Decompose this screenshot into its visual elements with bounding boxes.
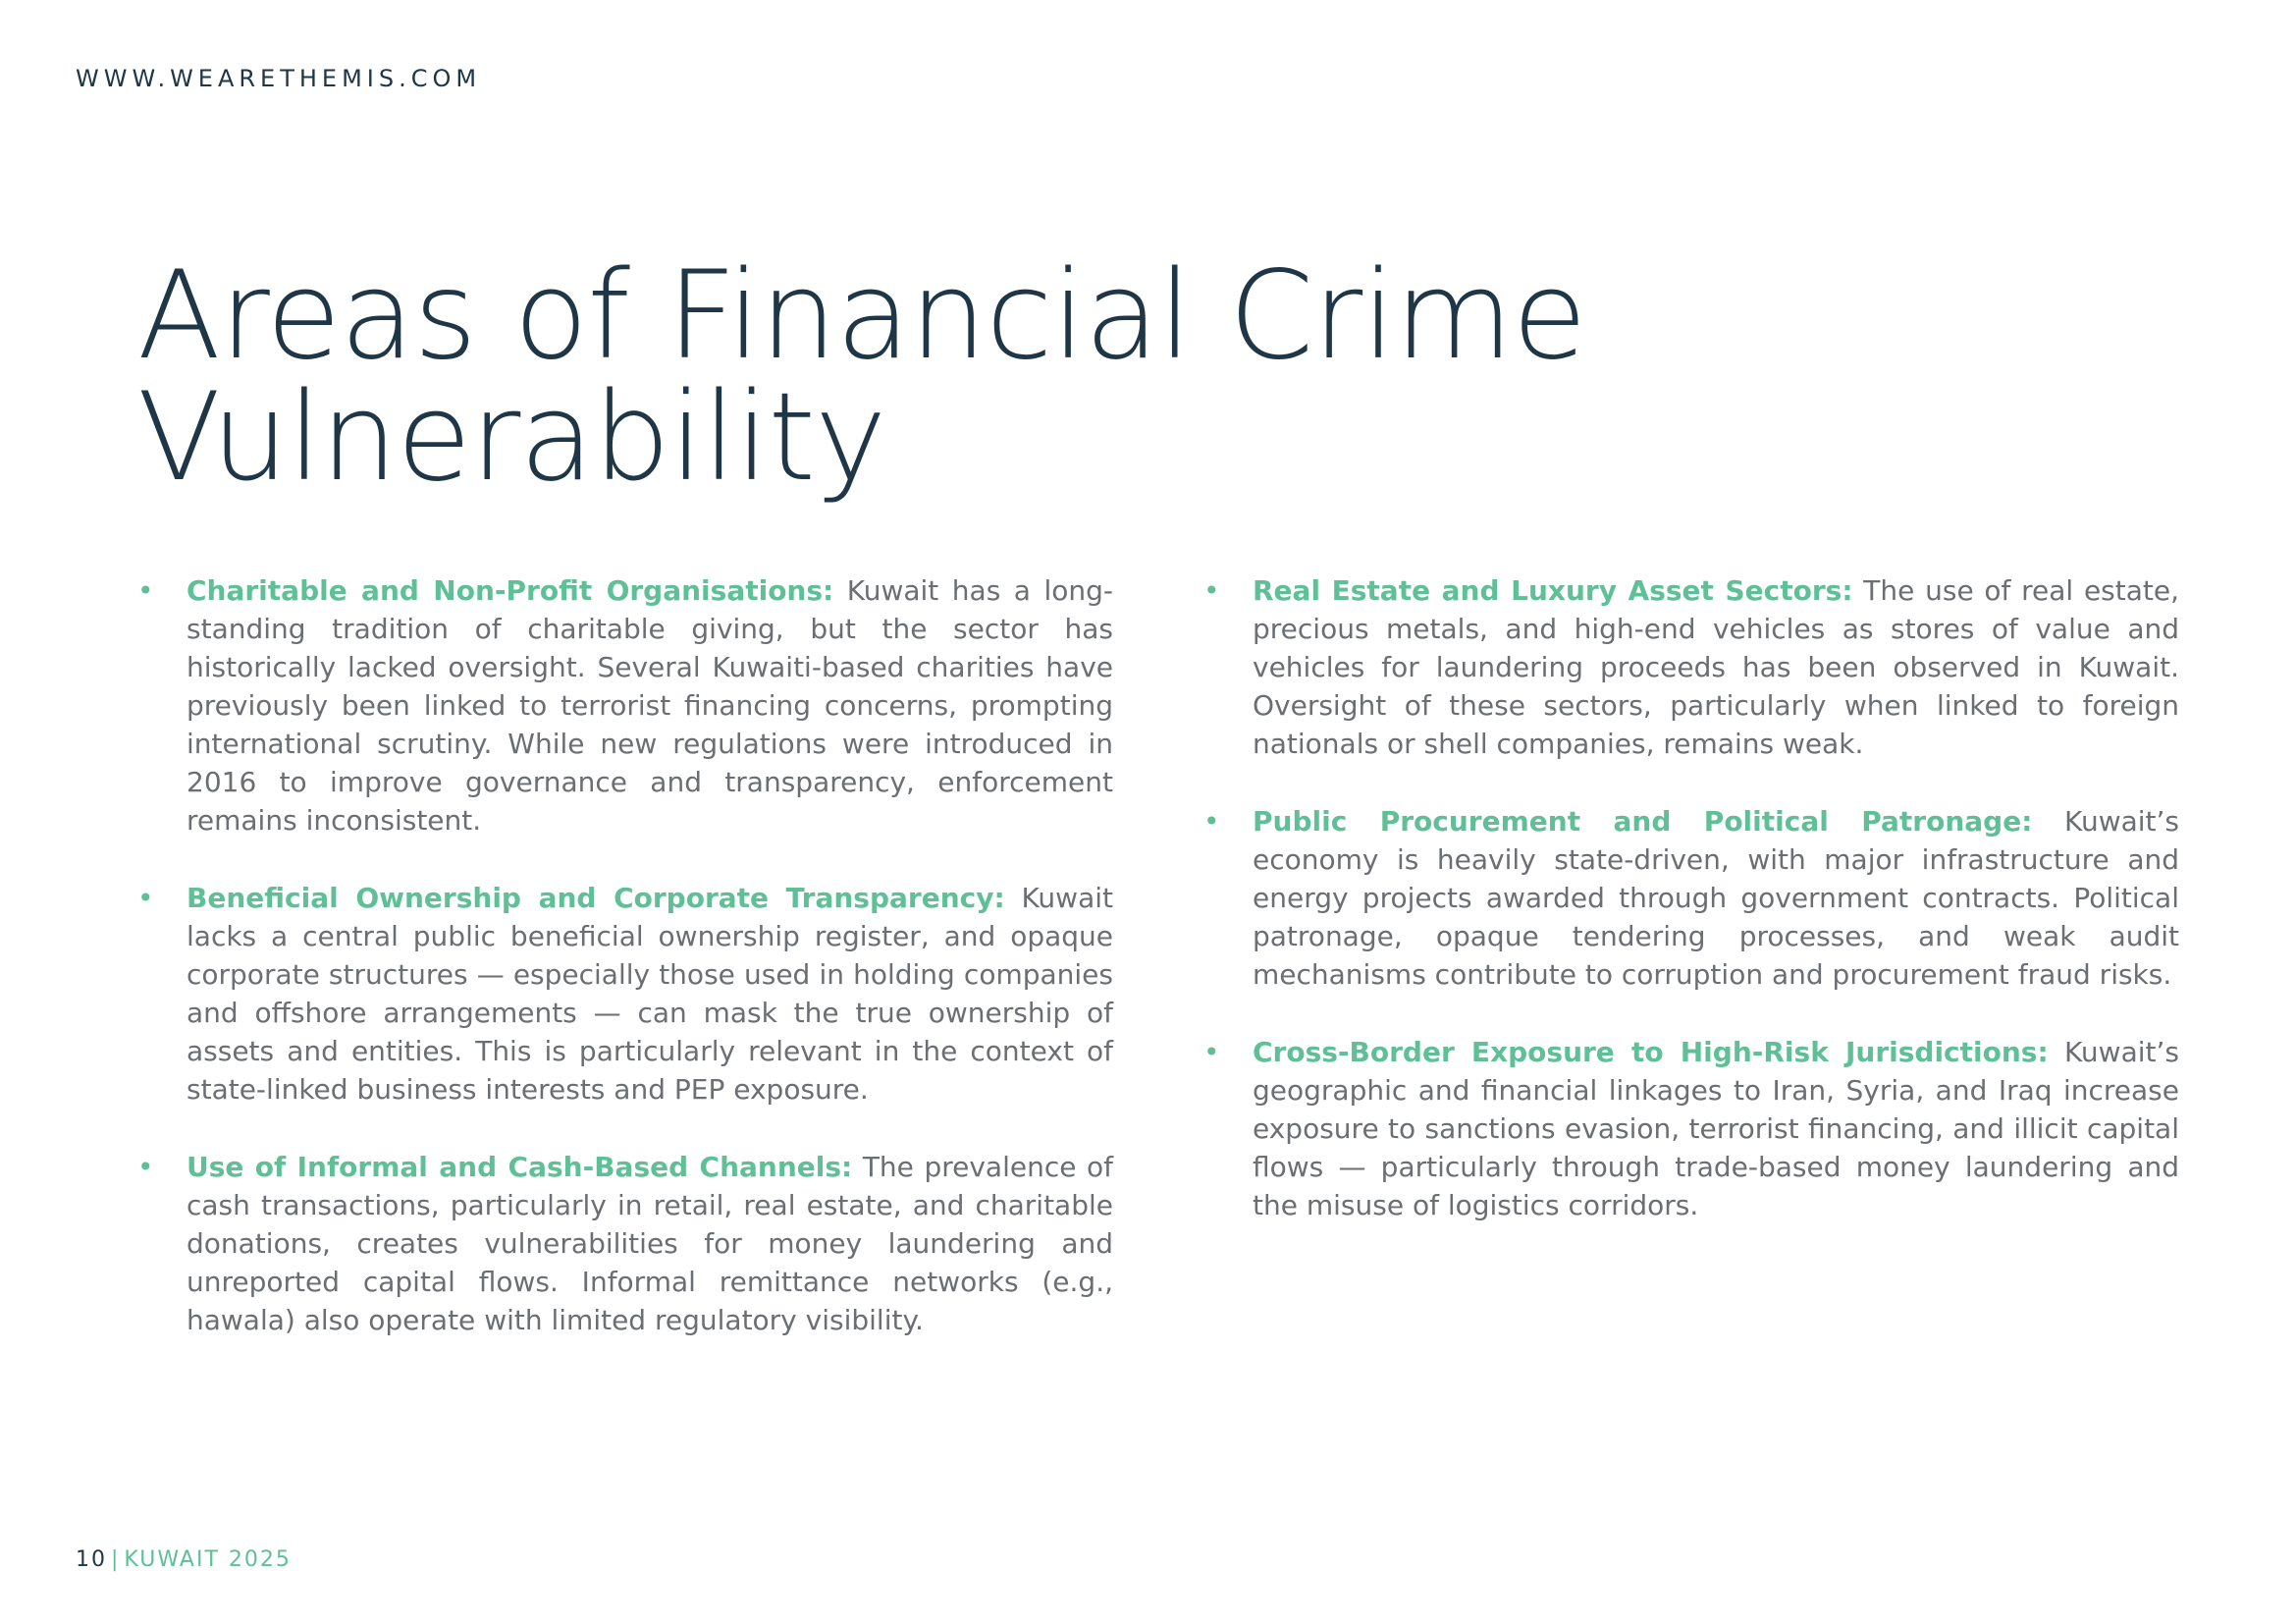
list-item [1203, 571, 2179, 763]
item-label: Cross-Border Exposure to High-Risk Jurisdictions: [1253, 1036, 2049, 1068]
page-footer [76, 1547, 292, 1572]
item-text: Kuwait lacks a central public beneficial ownership register, and opaque corporate structures — especially those used in holding companies and offshore arrangements — can mask the true ownership of assets and entities. This is particularly relevant in the context of state-linked business interests and PEP exposure. [187, 882, 1113, 1106]
bullet-icon: • [1203, 1036, 1220, 1068]
item-text: Kuwait has a long-standing tradition of charitable giving, but the sector has historically lacked oversight. Several Kuwaiti-based charities have previously been linked to terrorist financing concerns, prompting international scrutiny. While new regulations were introduced in 2016 to improve governance and transparency, enforcement remains inconsistent. [187, 574, 1113, 837]
item-label: Real Estate and Luxury Asset Sectors: [1253, 574, 1853, 607]
list-item [137, 879, 1113, 1109]
bullet-icon: • [1203, 805, 1220, 838]
footer-separator: | [111, 1547, 121, 1572]
footer-label: KUWAIT 2025 [124, 1547, 292, 1572]
item-label: Beneficial Ownership and Corporate Transparency: [187, 882, 1005, 914]
site-url: WWW.WEARETHEMIS.COM [76, 65, 482, 92]
right-column [1203, 571, 2179, 1264]
page-title-line-2: Vulnerability [137, 367, 886, 509]
bullet-icon: • [137, 882, 154, 914]
list-item [137, 1148, 1113, 1339]
list-item [1203, 802, 2179, 994]
page-number: 10 [76, 1547, 107, 1572]
item-text: The prevalence of cash transactions, particularly in retail, real estate, and charitable donations, creates vulnerabilities for money laundering and unreported capital flows. Informal remittance networks (e.g., hawala) also operate with limited regulatory visibility. [187, 1151, 1114, 1336]
page-title-line-1: Areas of Financial Crime [137, 245, 1586, 387]
item-text: Kuwait’s geographic and financial linkages to Iran, Syria, and Iraq increase exposure to sanctions evasion, terrorist financing, and illicit capital flows — particularly through trade-based money laundering and the misuse of logistics corridors. [1253, 1036, 2179, 1221]
list-item [1203, 1033, 2179, 1224]
item-label: Public Procurement and Political Patronage: [1253, 805, 2033, 838]
page-title [137, 245, 1806, 509]
left-column [137, 571, 1113, 1379]
item-text: Kuwait’s economy is heavily state-driven, with major infrastructure and energy projects awarded through government contracts. Political patronage, opaque tendering processes, and weak audit mechanisms contribute to corruption and procurement fraud risks. [1253, 805, 2179, 991]
bullet-icon: • [137, 1151, 154, 1183]
bullet-icon: • [1203, 574, 1220, 607]
bullet-icon: • [137, 574, 154, 607]
item-label: Use of Informal and Cash-Based Channels: [187, 1151, 853, 1183]
item-label: Charitable and Non-Profit Organisations: [187, 574, 834, 607]
list-item [137, 571, 1113, 839]
item-text: The use of real estate, precious metals, and high-end vehicles as stores of value and vehicles for laundering proceeds has been observed in Kuwait. Oversight of these sectors, particularly when linked to foreign nationals or shell companies, remains weak. [1253, 574, 2180, 760]
